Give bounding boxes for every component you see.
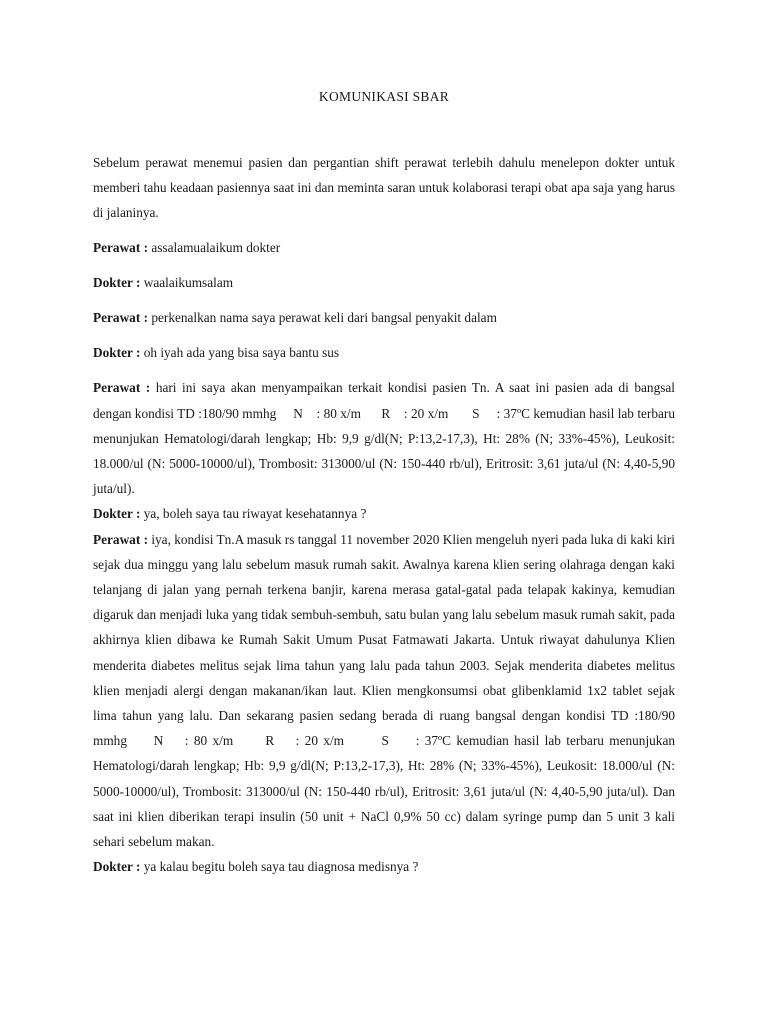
dialogue-line bbox=[93, 340, 675, 365]
dialogue-text: iya, kondisi Tn.A masuk rs tanggal 11 november 2020 Klien mengeluh nyeri pada luka di kaki kiri sejak dua minggu yang lalu sebelum masuk rumah sakit. Awalnya karena klien sering olahraga dengan kaki telanjang di jalan yang pernah terkena banjir, karena merasa gatal-gatal pada telapak kakinya, kemudian digaruk dan menjadi luka yang tidak sembuh-sembuh, satu bulan yang lalu sebelum masuk rumah sakit, pada akhirnya klien dibawa ke Rumah Sakit Umum Pusat Fatmawati Jakarta. Untuk riwayat dahulunya Klien menderita diabetes melitus sejak lima tahun yang lalu pada tahun 2003. Sejak menderita diabetes melitus klien menjadi alergi dengan makanan/ikan laut. Klien mengkonsumsi obat glibenklamid 1x2 tablet sejak lima tahun yang lalu. Dan sekarang pasien sedang berada di ruang bangsal dengan kondisi TD :180/90 mmhg N : 80 x/m R : 20 x/m S : 37ºC kemudian hasil lab terbaru menunjukan Hematologi/darah lengkap; Hb: 9,9 g/dl(N; P:13,2-17,3), Ht: 28% (N; 33%-45%), Leukosit: 18.000/ul (N: 5000-10000/ul), Trombosit: 313000/ul (N: 150-440 rb/ul), Eritrosit: 3,61 juta/ul (N: 4,40-5,90 juta/ul). Dan saat ini klien diberikan terapi insulin (50 unit + NaCl 0,9% 50 cc) dalam syringe pump dan 5 unit 3 kali sehari sebelum makan. bbox=[93, 531, 679, 850]
speaker-label: Perawat : bbox=[93, 310, 149, 326]
dialogue-line bbox=[93, 270, 675, 295]
dialogue-text: oh iyah ada yang bisa saya bantu sus bbox=[143, 345, 340, 361]
speaker-label: Dokter : bbox=[93, 506, 141, 522]
dialogue-text: ya kalau begitu boleh saya tau diagnosa medisnya ? bbox=[143, 859, 419, 875]
speaker-label: Dokter : bbox=[93, 345, 141, 361]
speaker-label: Perawat : bbox=[93, 531, 149, 547]
dialogue-text: hari ini saya akan menyampaikan terkait kondisi pasien Tn. A saat ini pasien ada di bangsal dengan kondisi TD :180/90 mmhg N : 80 x/m R : 20 x/m S : 37ºC kemudian hasil lab terbaru menunjukan Hematologi/darah lengkap; Hb: 9,9 g/dl(N; P:13,2-17,3), Ht: 28% (N; 33%-45%), Leukosit: 18.000/ul (N: 5000-10000/ul), Trombosit: 313000/ul (N: 150-440 rb/ul), Eritrosit: 3,61 juta/ul (N: 4,40-5,90 juta/ul). bbox=[93, 380, 679, 497]
dialogue-line bbox=[93, 501, 675, 526]
dialogue-line bbox=[93, 527, 679, 855]
speaker-label: Perawat : bbox=[93, 380, 151, 396]
dialogue-line bbox=[93, 235, 675, 260]
dialogue-text: assalamualaikum dokter bbox=[151, 239, 281, 255]
dialogue-text: waalaikumsalam bbox=[143, 274, 234, 290]
dialogue-line bbox=[93, 375, 679, 501]
speaker-label: Dokter : bbox=[93, 859, 141, 875]
intro-paragraph: Sebelum perawat menemui pasien dan pergantian shift perawat terlebih dahulu menelepon dokter untuk memberi tahu keadaan pasiennya saat ini dan meminta saran untuk kolaborasi terapi obat apa saja yang harus di jalaninya. bbox=[93, 155, 675, 221]
dialogue-line bbox=[93, 305, 675, 330]
dialogue-text: ya, boleh saya tau riwayat kesehatannya ? bbox=[143, 506, 367, 522]
document-title: KOMUNIKASI SBAR bbox=[318, 89, 450, 104]
dialogue-text: perkenalkan nama saya perawat keli dari bangsal penyakit dalam bbox=[151, 310, 497, 326]
document-body bbox=[93, 150, 679, 879]
speaker-label: Perawat : bbox=[93, 239, 149, 255]
dialogue-line bbox=[93, 854, 675, 879]
speaker-label: Dokter : bbox=[93, 274, 141, 290]
